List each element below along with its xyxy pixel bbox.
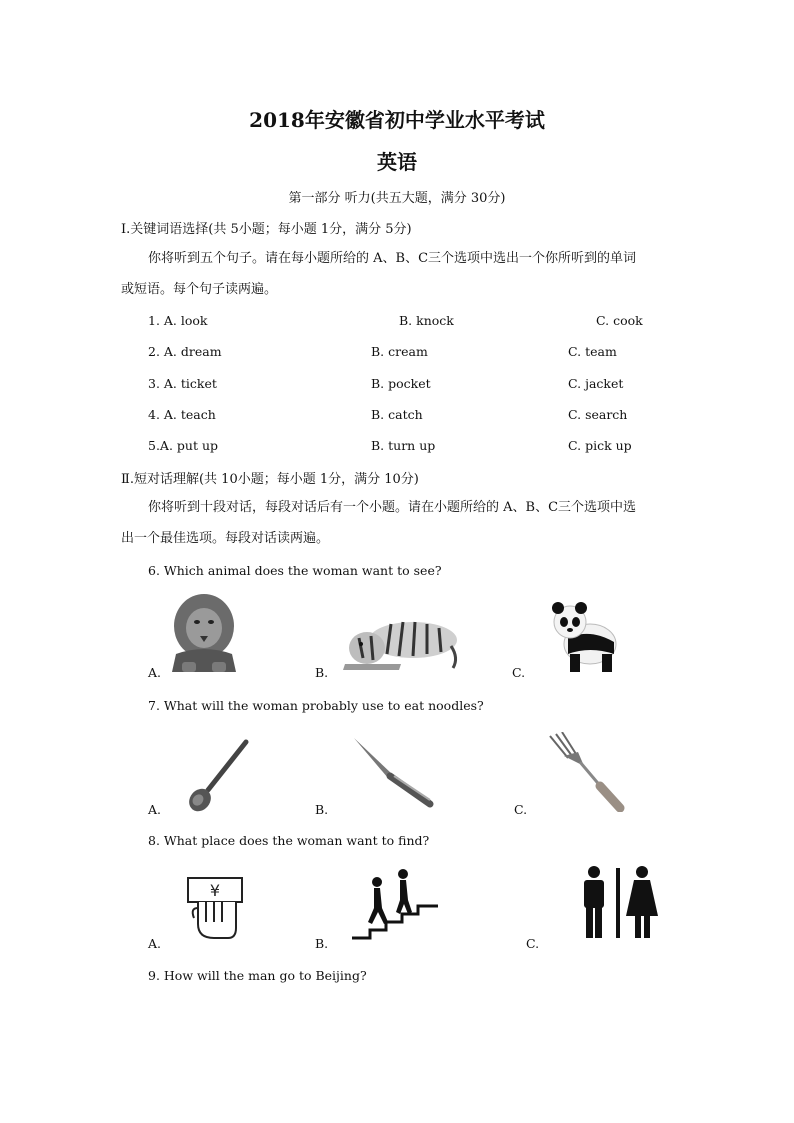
item1-option-a: 1. A. look — [148, 313, 208, 328]
q6-label-c: C. — [512, 665, 526, 680]
q7-label-c: C. — [514, 802, 528, 817]
question-6: 6. Which animal does the woman want to see? — [148, 563, 442, 578]
section1-instruction-line1: 你将听到五个句子。请在每小题所给的 A、B、C三个选项中选出一个你所听到的单词 — [148, 251, 637, 266]
item2-option-c: C. team — [568, 344, 617, 359]
part-heading: 第一部分 听力(共五大题，满分 30分) — [288, 191, 506, 206]
toilet-sign-icon — [578, 864, 660, 940]
q8-label-b: B. — [315, 936, 329, 951]
item5-option-a: 5.A. put up — [148, 438, 219, 453]
question-9: 9. How will the man go to Beijing? — [148, 968, 367, 983]
q6-label-b: B. — [315, 665, 329, 680]
section2-heading: Ⅱ.短对话理解(共 10小题；每小题 1分，满分 10分) — [121, 472, 419, 487]
question-7: 7. What will the woman probably use to eat noodles? — [148, 698, 484, 713]
tiger-icon — [341, 608, 461, 672]
page-title: 2018年安徽省初中学业水平考试 — [249, 108, 545, 132]
item3-option-a: 3. A. ticket — [148, 376, 217, 391]
section2-instruction-line1: 你将听到十段对话，每段对话后有一个小题。请在小题所给的 A、B、C三个选项中选 — [148, 500, 637, 515]
item5-option-b: B. turn up — [371, 438, 436, 453]
item3-option-b: B. pocket — [371, 376, 431, 391]
spoon-icon — [180, 738, 252, 814]
item4-option-a: 4. A. teach — [148, 407, 216, 422]
q7-label-b: B. — [315, 802, 329, 817]
item4-option-c: C. search — [568, 407, 628, 422]
section2-instruction-line2: 出一个最佳选项。每段对话读两遍。 — [121, 531, 330, 546]
stairs-sign-icon — [350, 868, 440, 942]
fork-icon — [546, 732, 628, 812]
q8-label-c: C. — [526, 936, 540, 951]
bank-sign-icon — [186, 868, 244, 942]
item5-option-c: C. pick up — [568, 438, 632, 453]
item4-option-b: B. catch — [371, 407, 423, 422]
item1-option-b: B. knock — [399, 313, 454, 328]
knife-icon — [352, 736, 436, 808]
q6-label-a: A. — [148, 665, 162, 680]
question-8: 8. What place does the woman want to find? — [148, 833, 430, 848]
panda-icon — [548, 598, 620, 674]
q8-label-a: A. — [148, 936, 162, 951]
subject-title: 英语 — [377, 150, 417, 174]
lion-icon — [168, 592, 240, 674]
section1-instruction-line2: 或短语。每个句子读两遍。 — [121, 282, 278, 297]
svg-text:¥: ¥ — [209, 881, 221, 900]
q7-label-a: A. — [148, 802, 162, 817]
item2-option-b: B. cream — [371, 344, 428, 359]
item3-option-c: C. jacket — [568, 376, 624, 391]
item2-option-a: 2. A. dream — [148, 344, 222, 359]
section1-heading: Ⅰ.关键词语选择(共 5小题；每小题 1分，满分 5分) — [121, 222, 412, 237]
item1-option-c: C. cook — [596, 313, 643, 328]
